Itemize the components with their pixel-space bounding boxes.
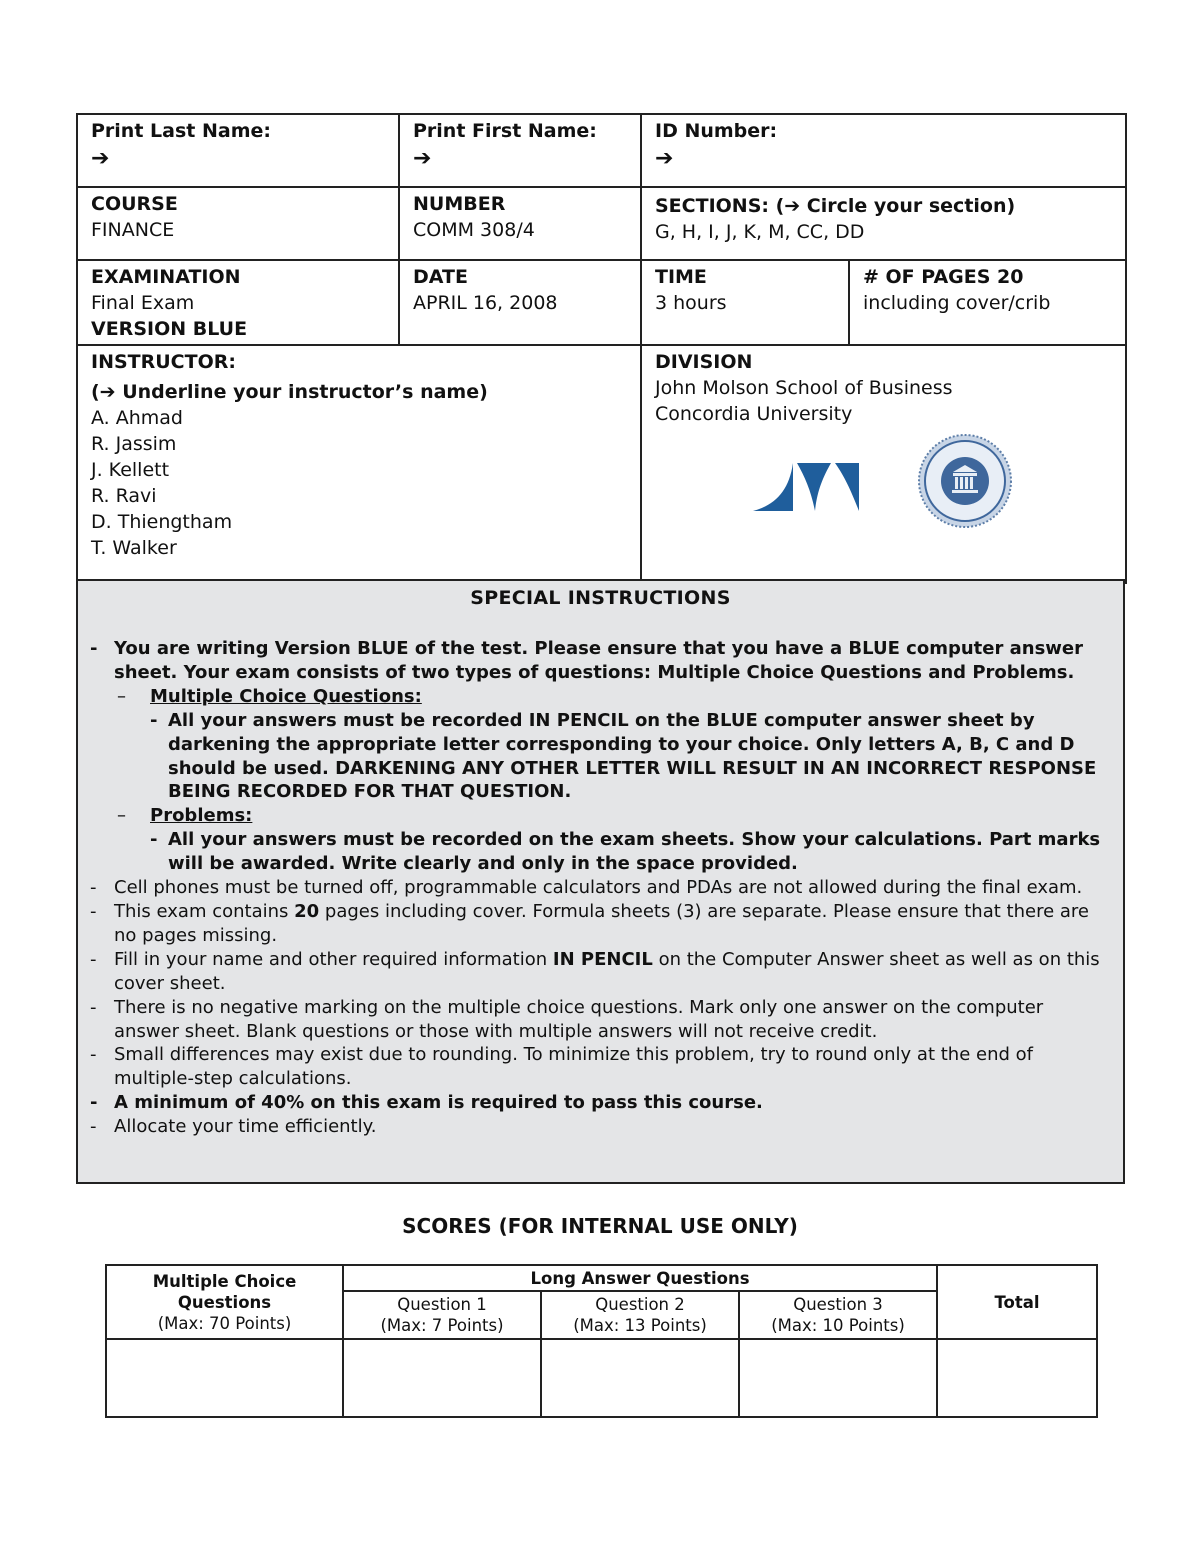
- examination-cell: [77, 260, 399, 345]
- id-number-label: ID Number:: [655, 120, 778, 142]
- question-3-score-cell[interactable]: [739, 1339, 937, 1417]
- long-answer-header: Long Answer Questions: [343, 1265, 937, 1291]
- pages-value: including cover/crib: [863, 292, 1051, 314]
- instructor-name-kellett[interactable]: J. Kellett: [91, 459, 170, 481]
- date-label: DATE: [413, 266, 468, 288]
- instruction-negative: - There is no negative marking on the multiple choice questions. Mark only one answer on the computer answer sheet. Blank questions or those with multiple answers will not receive credit.: [90, 996, 1044, 1042]
- question-2-score-cell[interactable]: [541, 1339, 739, 1417]
- total-header: Total: [937, 1265, 1097, 1339]
- sections-value[interactable]: G, H, I, J, K, M, CC, DD: [655, 221, 865, 243]
- time-cell: [641, 260, 849, 345]
- exam-version: VERSION BLUE: [91, 318, 248, 340]
- mc-score-cell[interactable]: [106, 1339, 343, 1417]
- division-label: DIVISION: [655, 351, 753, 373]
- course-cell: [77, 187, 399, 260]
- instruction-pages: - This exam contains 20 pages including cover. Formula sheets (3) are separate. Please ensure that there are no pages missing.: [90, 900, 1089, 946]
- scores-table: [105, 1264, 1098, 1418]
- examination-value: Final Exam: [91, 292, 195, 314]
- question-1-header: Question 1 (Max: 7 Points): [343, 1291, 541, 1339]
- special-instructions-title: SPECIAL INSTRUCTIONS: [470, 587, 731, 609]
- instruction-minimum: - A minimum of 40% on this exam is required to pass this course.: [90, 1092, 763, 1114]
- arrow-right-icon: ➔: [655, 146, 674, 171]
- division-cell: [641, 345, 1126, 583]
- division-university: Concordia University: [655, 403, 853, 425]
- examination-label: EXAMINATION: [91, 266, 241, 288]
- instructor-name-thiengtham[interactable]: D. Thiengtham: [91, 511, 233, 533]
- sections-cell: [641, 187, 1126, 260]
- pages-cell: [849, 260, 1126, 345]
- sections-label: SECTIONS: (➔ Circle your section): [655, 195, 1016, 217]
- mc-header-cell: Multiple Choice Questions (Max: 70 Points): [106, 1265, 343, 1339]
- arrow-right-icon: ➔: [413, 146, 432, 171]
- division-school: John Molson School of Business: [655, 377, 953, 399]
- instructor-hint: (➔ Underline your instructor’s name): [91, 381, 488, 403]
- instruction-phones: - Cell phones must be turned off, programmable calculators and PDAs are not allowed during the final exam.: [90, 877, 1083, 899]
- total-score-cell[interactable]: [937, 1339, 1097, 1417]
- instructor-name-ahmad[interactable]: A. Ahmad: [91, 407, 183, 429]
- pages-label: # OF PAGES 20: [863, 266, 1024, 288]
- instruction-fill: - Fill in your name and other required information IN PENCIL on the Computer Answer sheet as well as on this cover sheet.: [90, 948, 1100, 994]
- id-number-cell[interactable]: [641, 114, 1126, 187]
- instructions-list: [90, 637, 1110, 1139]
- first-name-label: Print First Name:: [413, 120, 597, 142]
- instruction-problems-heading: – Problems:: [117, 805, 253, 827]
- time-value: 3 hours: [655, 292, 727, 314]
- date-value: APRIL 16, 2008: [413, 292, 558, 314]
- cover-info-table: [76, 113, 1127, 584]
- instruction-mc-text: - All your answers must be recorded IN PENCIL on the BLUE computer answer sheet by darkening the appropriate letter corresponding to your choice. Only letters A, B, C and D should be used. DARKENING ANY OTHER LETTER WILL RESULT IN AN INCORRECT RESPONSE BEING RECORDED FOR THAT QUESTION.: [150, 709, 1097, 803]
- instructor-cell: [77, 345, 641, 583]
- special-instructions-box: [76, 579, 1125, 1184]
- scores-title: SCORES (FOR INTERNAL USE ONLY): [402, 1214, 798, 1238]
- instructor-name-ravi[interactable]: R. Ravi: [91, 485, 157, 507]
- time-label: TIME: [655, 266, 707, 288]
- date-cell: [399, 260, 641, 345]
- aacsb-seal-icon: [917, 433, 1013, 529]
- question-1-score-cell[interactable]: [343, 1339, 541, 1417]
- course-label: COURSE: [91, 193, 178, 215]
- instructor-label: INSTRUCTOR:: [91, 351, 236, 373]
- jmsb-logo-icon: [753, 461, 861, 513]
- instruction-problems-text: - All your answers must be recorded on the exam sheets. Show your calculations. Part marks will be awarded. Write clearly and only in the space provided.: [150, 829, 1101, 875]
- instruction-mc-heading: – Multiple Choice Questions:: [117, 685, 422, 707]
- logo-area: [655, 431, 1113, 541]
- instruction-rounding: - Small differences may exist due to rounding. To minimize this problem, try to round only at the end of multiple-step calculations.: [90, 1044, 1033, 1090]
- course-value: FINANCE: [91, 219, 175, 241]
- number-cell: [399, 187, 641, 260]
- number-value: COMM 308/4: [413, 219, 535, 241]
- instructor-name-jassim[interactable]: R. Jassim: [91, 433, 177, 455]
- instruction-allocate: - Allocate your time efficiently.: [90, 1116, 377, 1138]
- number-label: NUMBER: [413, 193, 506, 215]
- question-2-header: Question 2 (Max: 13 Points): [541, 1291, 739, 1339]
- question-3-header: Question 3 (Max: 10 Points): [739, 1291, 937, 1339]
- arrow-right-icon: ➔: [91, 146, 110, 171]
- instruction-version: - You are writing Version BLUE of the test. Please ensure that you have a BLUE computer answer sheet. Your exam consists of two types of questions: Multiple Choice Questions and Problems.: [90, 638, 1083, 683]
- instructor-name-walker[interactable]: T. Walker: [91, 537, 177, 559]
- last-name-cell[interactable]: [77, 114, 399, 187]
- first-name-cell[interactable]: [399, 114, 641, 187]
- last-name-label: Print Last Name:: [91, 120, 271, 142]
